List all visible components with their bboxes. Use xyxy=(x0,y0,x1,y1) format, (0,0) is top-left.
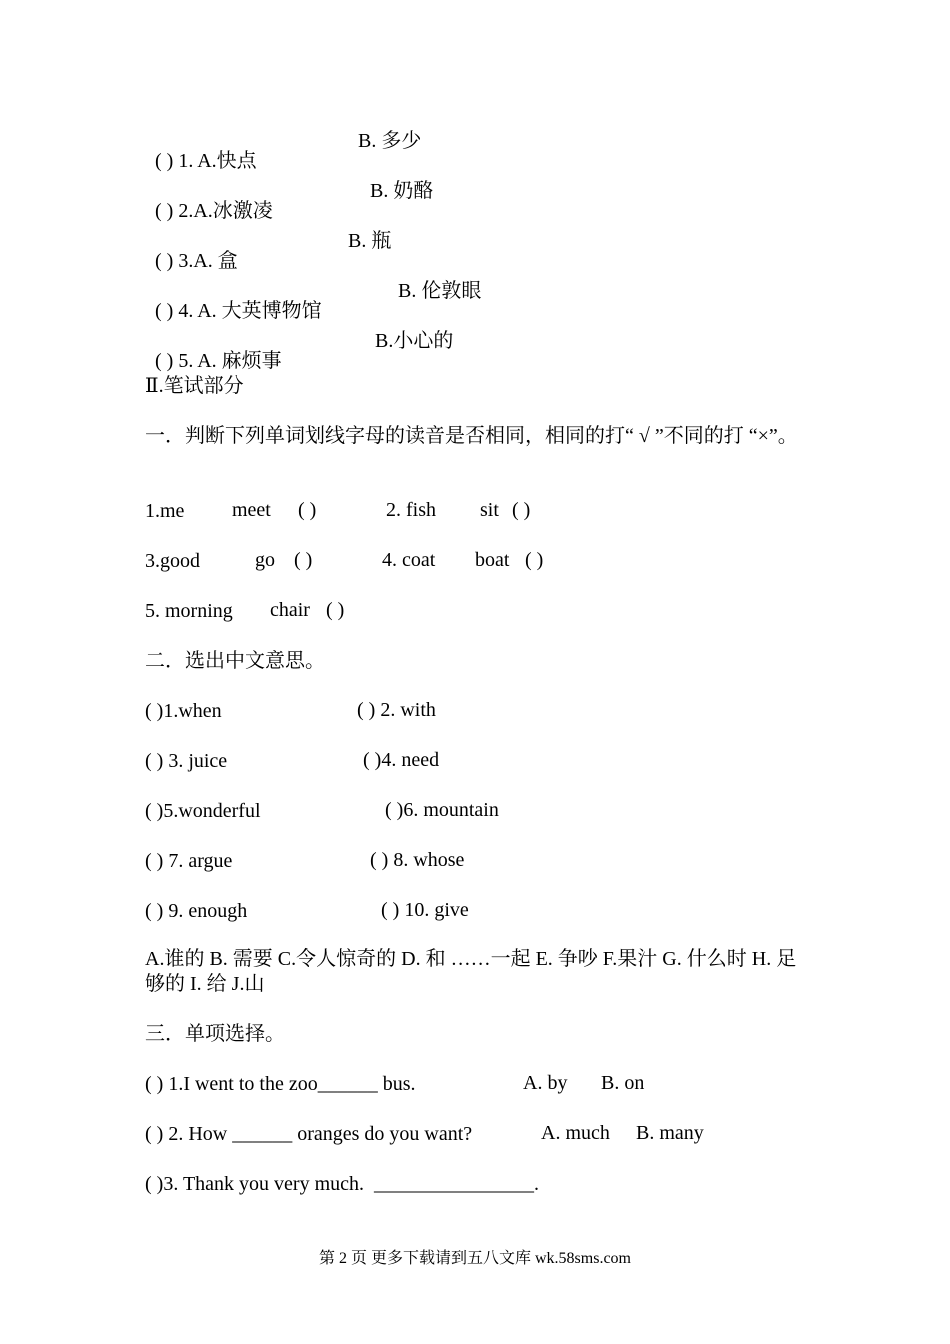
sec1-row1-blank2: ( ) xyxy=(512,499,531,521)
section1-title: 一．判断下列单词划线字母的读音是否相同，相同的打“ √ ”不同的打 “×”。 xyxy=(145,425,798,447)
sec1-row3-blank: ( ) xyxy=(326,599,345,621)
sec1-row3-a: 5. morning xyxy=(145,600,233,622)
sec1-row2-c: 4. coat xyxy=(382,549,436,571)
sec1-row1-c: 2. fish xyxy=(386,499,436,521)
listening-item-4-option-b: B. 伦敦眼 xyxy=(398,280,482,302)
listening-item-text: ( ) 2.A.冰激凌 xyxy=(155,200,273,222)
listening-item-text: ( ) 1. A.快点 xyxy=(155,150,257,172)
sec2-item-4: ( )4. need xyxy=(363,749,440,771)
part2-title: Ⅱ.笔试部分 xyxy=(145,375,244,397)
sec3-q2-stem: ( ) 2. How ______ oranges do you want? xyxy=(145,1123,473,1145)
sec2-item-8: ( ) 8. whose xyxy=(370,849,465,871)
sec2-item-9: ( ) 9. enough xyxy=(145,900,248,922)
listening-item-2 xyxy=(145,174,273,224)
sec2-options: A.谁的 B. 需要 C.令人惊奇的 D. 和 ……一起 E. 争吵 F.果汁 G. 什么时 H. 足够的 I. 给 J.山 xyxy=(145,948,797,995)
listening-item-5 xyxy=(145,324,282,374)
listening-item-1 xyxy=(145,124,257,174)
sec1-row2-a: 3.good xyxy=(145,550,200,572)
sec3-q1-stem: ( ) 1.I went to the zoo______ bus. xyxy=(145,1073,416,1095)
sec2-item-6: ( )6. mountain xyxy=(385,799,499,821)
sec1-row2-b: go xyxy=(255,549,275,571)
page-footer: 第 2 页 更多下载请到五八文库 wk.58sms.com xyxy=(318,1250,631,1267)
sec2-item-10: ( ) 10. give xyxy=(381,899,469,921)
sec3-q1-option-a: A. by xyxy=(523,1072,568,1094)
sec1-row1-blank: ( ) xyxy=(298,499,317,521)
sec3-q1-option-b: B. on xyxy=(601,1072,645,1094)
section3-title: 三．单项选择。 xyxy=(145,1023,285,1045)
sec3-q2-option-b: B. many xyxy=(636,1122,704,1144)
sec1-row1-a: 1.me xyxy=(145,500,185,522)
sec1-row2-blank: ( ) xyxy=(294,549,313,571)
sec1-row2-d: boat xyxy=(475,549,510,571)
section2-title: 二．选出中文意思。 xyxy=(145,650,325,672)
sec1-row3-b: chair xyxy=(270,599,310,621)
sec2-item-5: ( )5.wonderful xyxy=(145,800,261,822)
sec2-item-3: ( ) 3. juice xyxy=(145,750,228,772)
listening-item-3-option-b: B. 瓶 xyxy=(348,230,392,252)
listening-item-text: ( ) 4. A. 大英博物馆 xyxy=(155,300,322,322)
sec2-item-1: ( )1.when xyxy=(145,700,222,722)
sec1-row1-d: sit xyxy=(480,499,499,521)
listening-item-4 xyxy=(145,274,322,324)
sec3-q3-stem: ( )3. Thank you very much. ________________. xyxy=(145,1173,540,1195)
sec1-row1-b: meet xyxy=(232,499,271,521)
sec2-item-2: ( ) 2. with xyxy=(357,699,436,721)
listening-item-text: ( ) 5. A. 麻烦事 xyxy=(155,350,282,372)
listening-item-3 xyxy=(145,224,238,274)
listening-item-2-option-b: B. 奶酪 xyxy=(370,180,434,202)
sec1-row2-blank2: ( ) xyxy=(525,549,544,571)
sec2-item-7: ( ) 7. argue xyxy=(145,850,233,872)
listening-item-1-option-b: B. 多少 xyxy=(358,130,422,152)
listening-item-5-option-b: B.小心的 xyxy=(375,330,454,352)
sec3-q2-option-a: A. much xyxy=(541,1122,610,1144)
listening-item-text: ( ) 3.A. 盒 xyxy=(155,250,238,272)
